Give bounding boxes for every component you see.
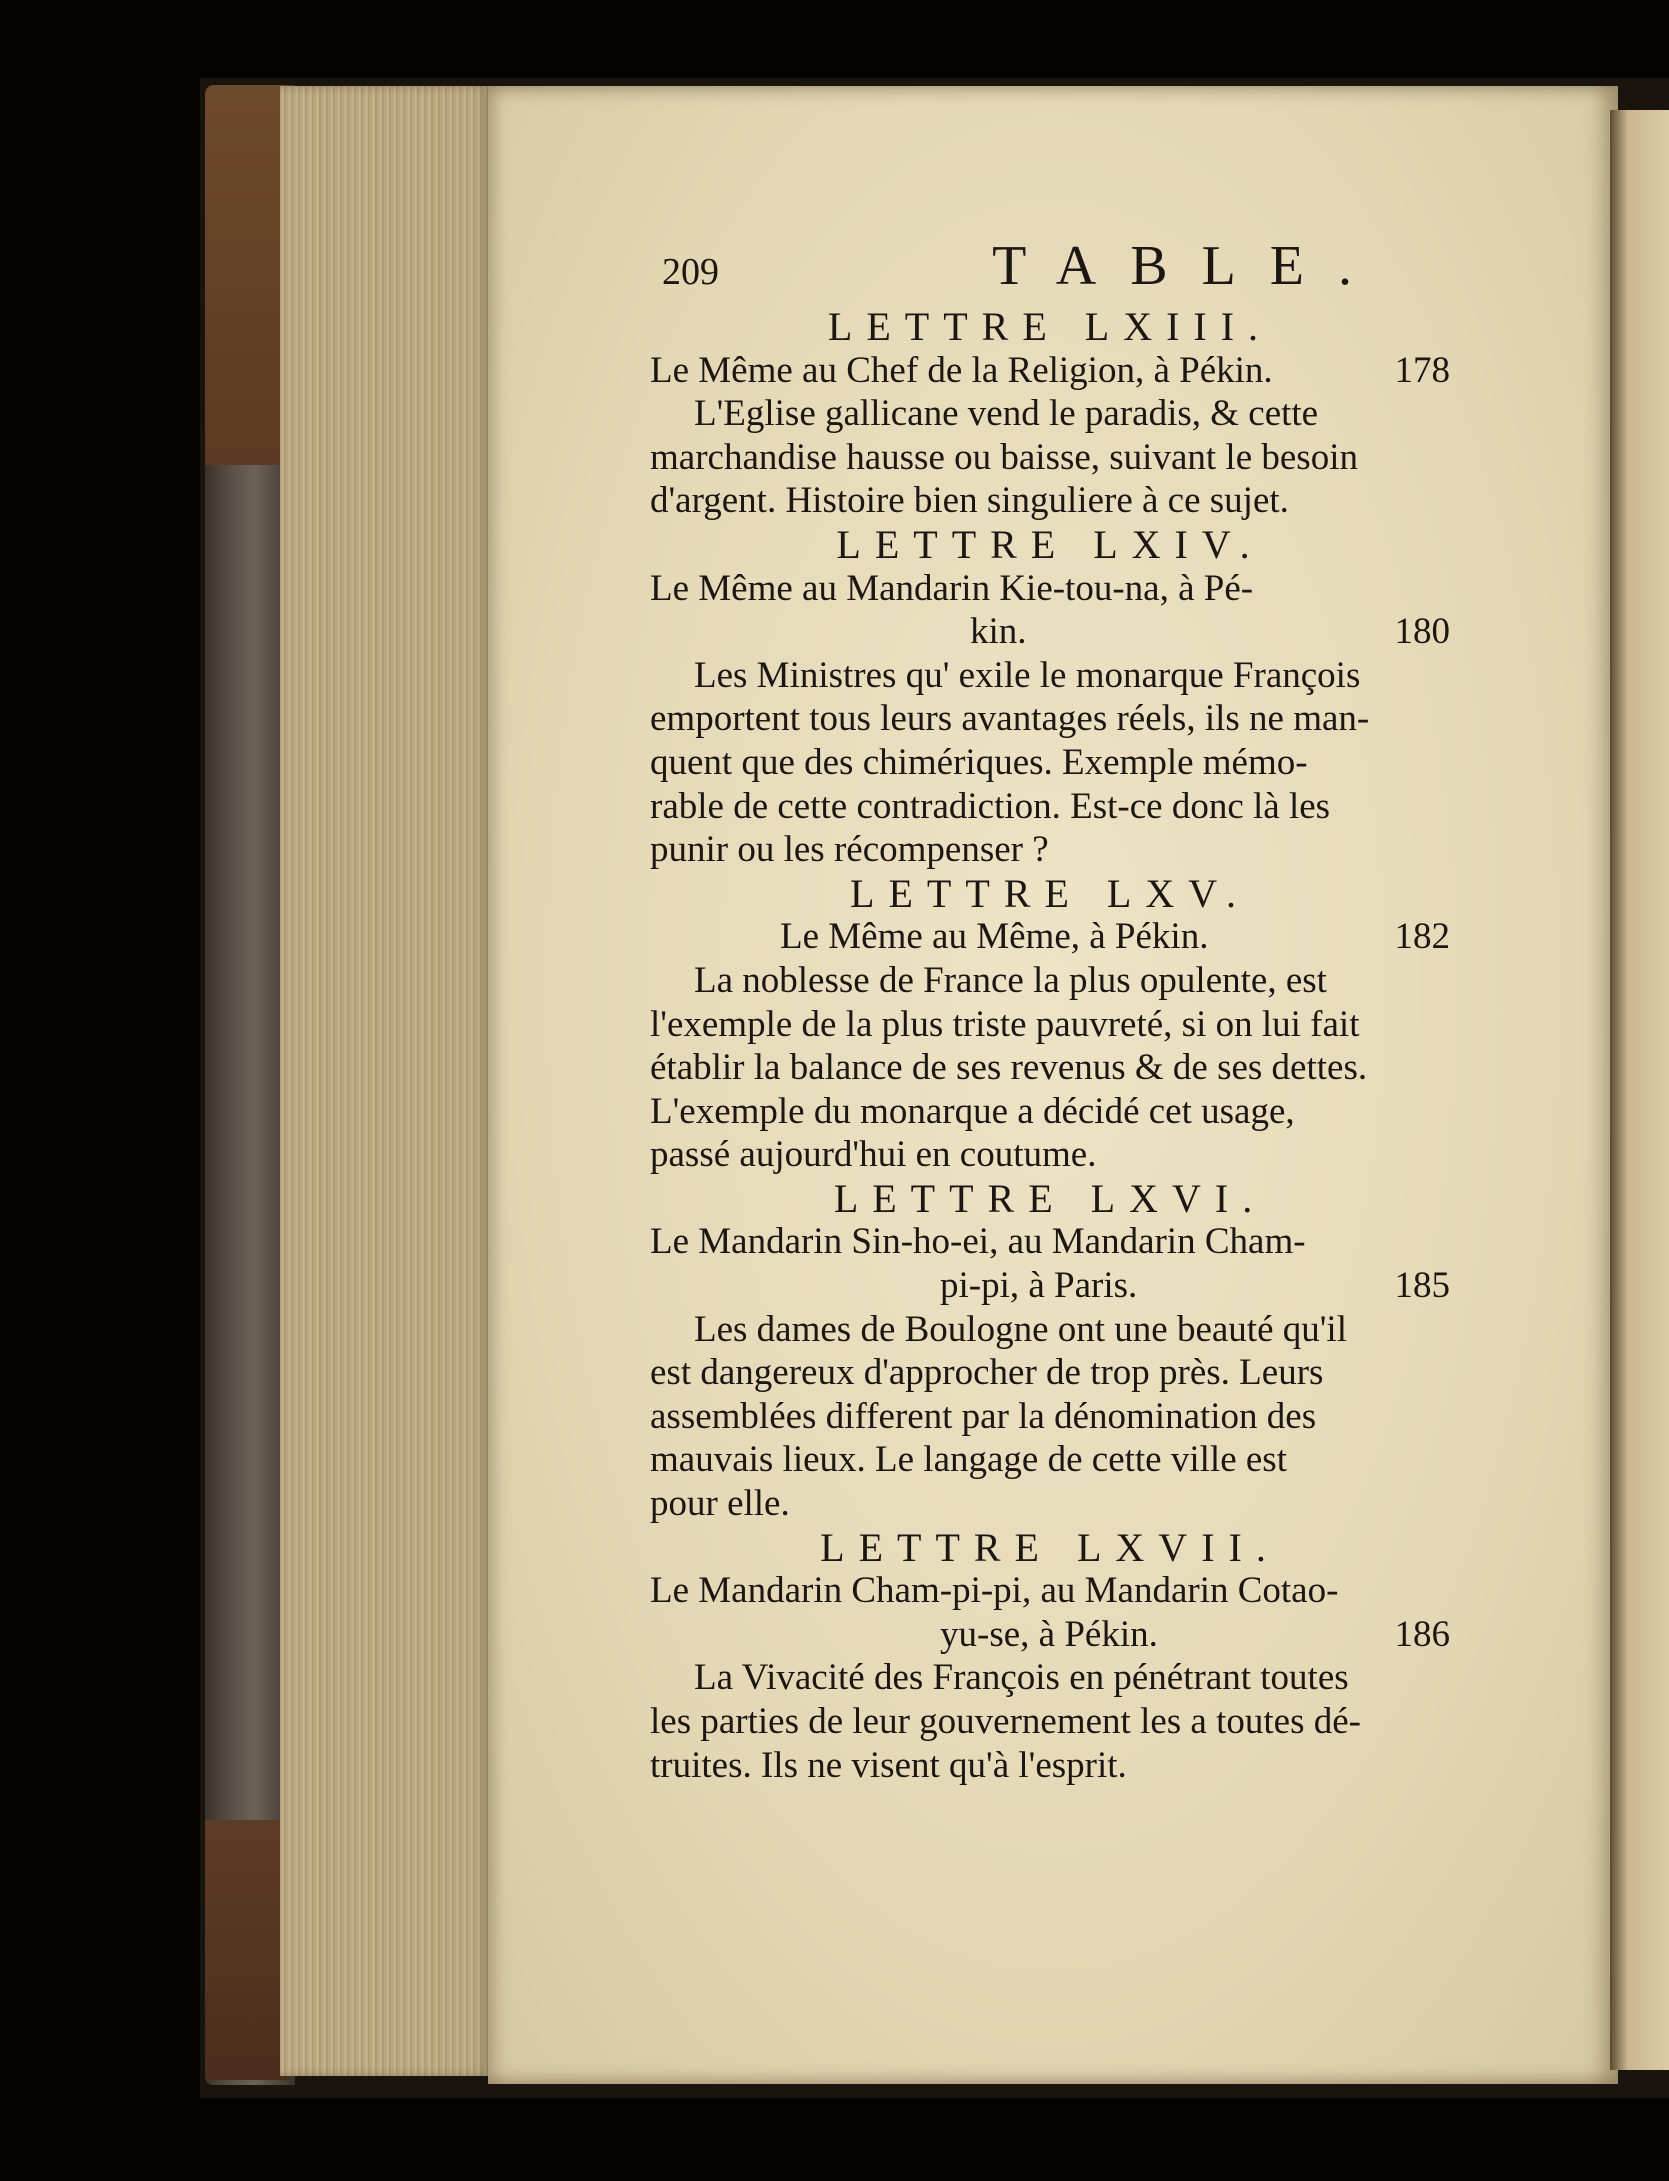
entry-address-line: yu-se, à Pékin.	[940, 1613, 1158, 1655]
entry-address-line: pi-pi, à Paris.	[940, 1265, 1138, 1307]
entry-summary-line: Les dames de Boulogne ont une beauté qu'il	[694, 1308, 1347, 1350]
entry-summary-line: L'Eglise gallicane vend le paradis, & cette	[694, 393, 1319, 435]
table-entry	[650, 523, 1450, 872]
entry-summary-line: mauvais lieux. Le langage de cette ville est	[650, 1439, 1287, 1481]
entry-summary-line: marchandise hausse ou baisse, suivant le besoin	[650, 436, 1358, 478]
page-content	[650, 235, 1450, 1787]
entry-summary-line: passé aujourd'hui en coutume.	[650, 1134, 1097, 1176]
entry-address	[650, 915, 1450, 959]
entry-summary-line: l'exemple de la plus triste pauvreté, si on lui fait	[650, 1003, 1360, 1045]
entry-page-number: 178	[1394, 349, 1450, 391]
facing-page-edge	[1610, 110, 1669, 2070]
spine-leather-top	[205, 85, 285, 465]
entry-heading: LETTRE LXVII.	[820, 1524, 1280, 1570]
entry-summary-line: les parties de leur gouvernement les a toutes dé-	[650, 1701, 1361, 1742]
table-entry	[650, 1526, 1450, 1788]
entry-heading: LETTRE LXIII.	[827, 304, 1273, 349]
entry-summary-line: Les Ministres qu' exile le monarque François	[694, 654, 1361, 696]
running-header	[650, 235, 1450, 305]
entry-summary-line: assemblées different par la dénomination des	[650, 1395, 1317, 1437]
table-entry	[650, 1177, 1450, 1526]
entry-summary-line: établir la balance de ses revenus & de ses dettes.	[650, 1047, 1368, 1089]
entry-heading: LETTRE LXIV.	[836, 521, 1264, 567]
entry-summary-line: d'argent. Histoire bien singuliere à ce sujet.	[650, 480, 1289, 522]
entry-heading: LETTRE LXV.	[850, 870, 1250, 916]
entry-address	[650, 1264, 1450, 1308]
entry-summary-line: truites. Ils ne visent qu'à l'esprit.	[650, 1744, 1127, 1786]
page-number: 209	[662, 251, 719, 293]
page-edges	[280, 86, 490, 2076]
entry-address	[650, 610, 1450, 654]
entry-address-line: Le Même au Même, à Pékin.	[780, 916, 1209, 958]
entry-page-number: 182	[1394, 916, 1450, 958]
entry-summary-line: La noblesse de France la plus opulente, est	[694, 959, 1327, 1001]
entry-summary-line: quent que des chimériques. Exemple mémo-	[650, 741, 1308, 783]
table-entry	[650, 305, 1450, 523]
entry-address-line: Le Même au Chef de la Religion, à Pékin.	[650, 349, 1273, 391]
entry-address-line: Le Même au Mandarin Kie-tou-na, à Pé-	[650, 567, 1254, 609]
entry-heading: LETTRE LXVI.	[833, 1175, 1267, 1221]
spine-leather-bottom	[205, 1820, 290, 2080]
entry-summary-line: punir ou les récompenser ?	[650, 829, 1049, 871]
entry-address-line: kin.	[970, 611, 1027, 653]
entry-page-number: 185	[1394, 1265, 1450, 1307]
entry-address	[650, 1613, 1450, 1657]
entry-summary-line: La Vivacité des François en pénétrant toutes	[694, 1657, 1349, 1699]
table-entry	[650, 872, 1450, 1177]
entry-summary-line: est dangereux d'approcher de trop près. Leurs	[650, 1352, 1324, 1394]
entry-summary-line: rable de cette contradiction. Est-ce donc là les	[650, 785, 1331, 827]
entry-summary-line: L'exemple du monarque a décidé cet usage,	[650, 1090, 1295, 1132]
entry-summary-line: emportent tous leurs avantages réels, ils ne man-	[650, 698, 1370, 740]
entry-address-line: Le Mandarin Sin-ho-ei, au Mandarin Cham-	[650, 1221, 1306, 1263]
entry-address-line: Le Mandarin Cham-pi-pi, au Mandarin Cotao-	[650, 1570, 1339, 1612]
entry-page-number: 180	[1394, 611, 1450, 653]
entry-page-number: 186	[1394, 1613, 1450, 1655]
page-title: TABLE.	[992, 235, 1386, 297]
entry-summary-line: pour elle.	[650, 1483, 790, 1525]
entry-address	[650, 349, 1450, 393]
